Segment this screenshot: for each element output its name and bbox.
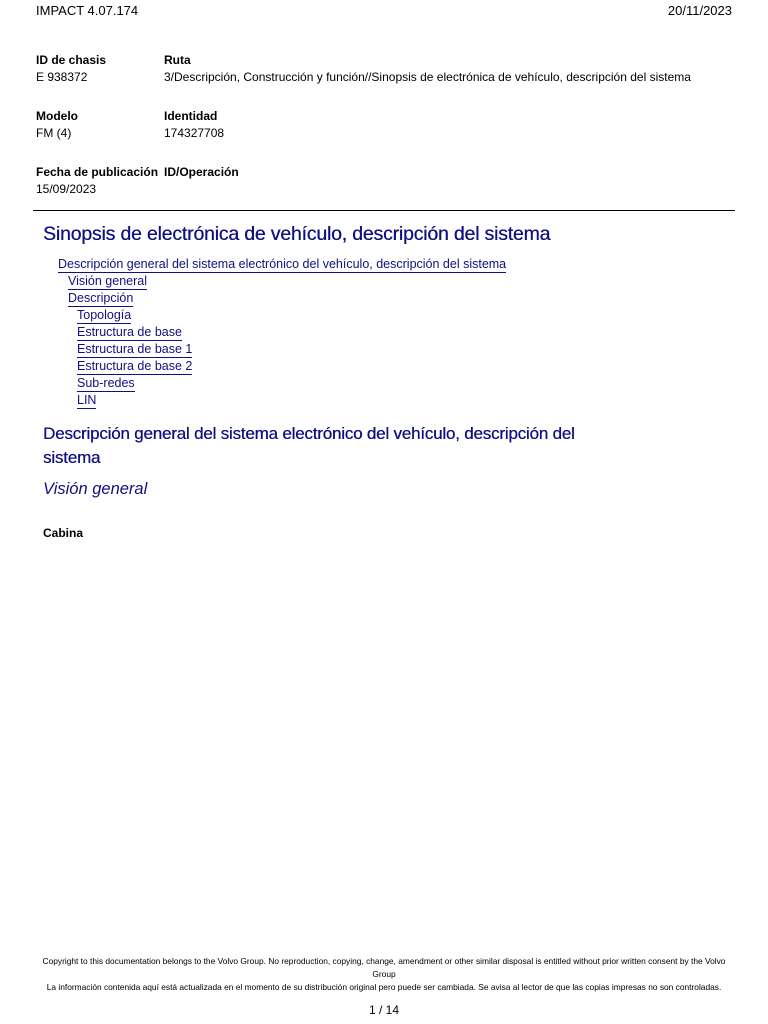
app-version: IMPACT 4.07.174	[36, 3, 139, 18]
toc-link-vision-general[interactable]: Visión general	[68, 274, 147, 288]
toc-link-estructura-de-base-1[interactable]: Estructura de base 1	[77, 342, 193, 356]
page-title: Sinopsis de electrónica de vehículo, descripción del sistema	[43, 223, 551, 245]
chassis-id-value: E 938372	[36, 70, 88, 84]
toc-link-topologia[interactable]: Topología	[77, 308, 132, 322]
toc-link-estructura-de-base-2[interactable]: Estructura de base 2	[77, 359, 193, 373]
toc-link-overview-description[interactable]: Descripción general del sistema electrónico del vehículo, descripción del sistema	[58, 257, 507, 271]
toc-link-lin[interactable]: LIN	[77, 393, 97, 407]
toc-link-estructura-de-base[interactable]: Estructura de base	[77, 325, 182, 339]
publication-date-value: 15/09/2023	[36, 182, 97, 196]
page-number: 1 / 14	[368, 1003, 400, 1017]
route-value: 3/Descripción, Construcción y función//Sinopsis de electrónica de vehículo, descripción del sistema	[164, 70, 691, 84]
toc-link-descripcion[interactable]: Descripción	[68, 291, 134, 305]
distribution-notice: La información contenida aquí está actualizada en el momento de su distribución original pero puede ser cambiada. Se avisa al lector de que las copias impresas no son controladas.	[46, 982, 722, 992]
route-label: Ruta	[164, 53, 191, 67]
toc-link-sub-redes[interactable]: Sub-redes	[77, 376, 135, 390]
header-divider	[33, 210, 735, 211]
print-date: 20/11/2023	[667, 3, 732, 18]
operation-id-label: ID/Operación	[164, 165, 239, 179]
section-title: Descripción general del sistema electrónico del vehículo, descripción del sistema	[43, 424, 575, 467]
identity-label: Identidad	[164, 109, 218, 123]
model-label: Modelo	[36, 109, 78, 123]
chassis-id-label: ID de chasis	[36, 53, 107, 67]
identity-value: 174327708	[164, 126, 225, 140]
publication-date-label: Fecha de publicación	[36, 165, 159, 179]
copyright-notice: Copyright to this documentation belongs to the Volvo Group. No reproduction, copying, change, amendment or other similar disposal is entitled without prior written consent by the Volvo Group	[42, 956, 726, 979]
cab-label: Cabina	[43, 526, 84, 540]
section-subtitle: Visión general	[43, 480, 148, 498]
model-value: FM (4)	[36, 126, 72, 140]
footer	[30, 955, 738, 994]
